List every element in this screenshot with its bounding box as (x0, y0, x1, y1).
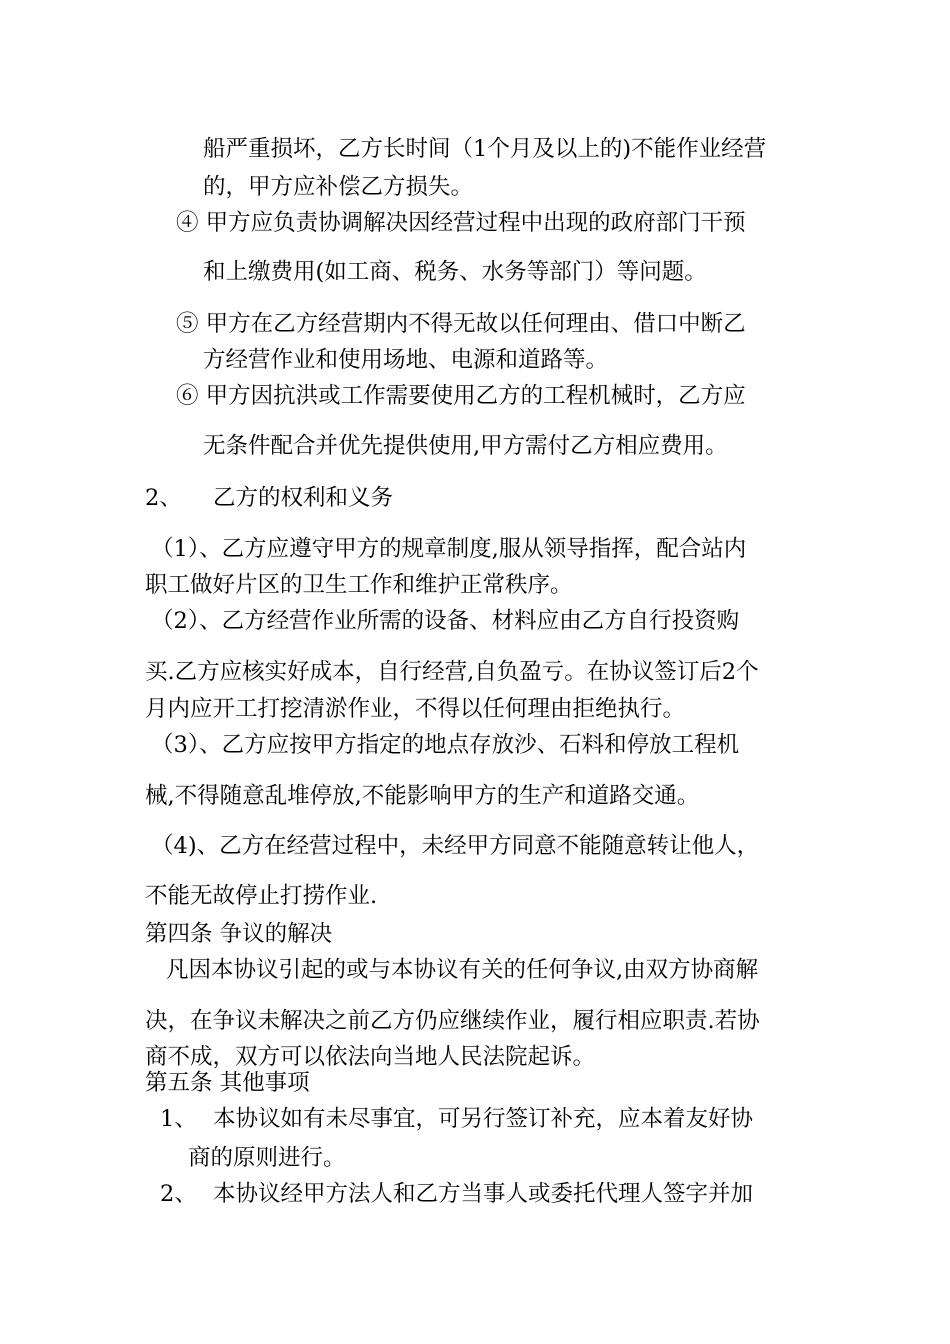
paragraph-line: 买.乙方应核实好成本，自行经营,自负盈亏。在协议签订后2个 (145, 659, 759, 685)
text-line: 方经营作业和使用场地、电源和道路等。 (203, 347, 609, 373)
paragraph-line: （1）、乙方应遵守甲方的规章制度,服从领导指挥，配合站内 (151, 536, 747, 562)
paragraph-line: 商不成，双方可以依法向当地人民法院起诉。 (145, 1044, 596, 1070)
paragraph-line: 不能无故停止打捞作业. (145, 883, 378, 909)
article-heading: 第五条 其他事项 (145, 1070, 310, 1096)
text-line: 的，甲方应补偿乙方损失。 (203, 174, 474, 200)
section-heading: 乙方的权利和义务 (213, 485, 394, 511)
list-number: 2、 (160, 1181, 197, 1207)
paragraph-line: 月内应开工打挖清淤作业，不得以任何理由拒绝执行。 (145, 696, 686, 722)
text-line: 商的原则进行。 (188, 1145, 346, 1171)
list-item-5: ⑤ 甲方在乙方经营期内不得无故以任何理由、借口中断乙 (176, 311, 746, 337)
article-heading: 第四条 争议的解决 (145, 921, 333, 947)
text-line: 和上缴费用(如工商、税务、水务等部门）等问题。 (203, 259, 707, 285)
paragraph-line: （2）、乙方经营作业所需的设备、材料应由乙方自行投资购 (151, 608, 740, 634)
paragraph-line: （4)、乙方在经营过程中，未经甲方同意不能随意转让他人， (151, 833, 760, 859)
text-line: 无条件配合并优先提供使用,甲方需付乙方相应费用。 (203, 433, 728, 459)
text-line: 船严重损坏，乙方长时间（1个月及以上的)不能作业经营 (203, 136, 767, 162)
section-number: 2、 (145, 485, 182, 511)
paragraph-line: 决，在争议未解决之前乙方仍应继续作业，履行相应职责.若协 (145, 1008, 760, 1034)
paragraph-line: 械,不得随意乱堆停放,不能影响甲方的生产和道路交通。 (145, 783, 700, 809)
list-item-text: 本协议经甲方法人和乙方当事人或委托代理人签字并加 (213, 1181, 754, 1207)
paragraph-line: （3）、乙方应按甲方指定的地点存放沙、石料和停放工程机 (151, 732, 740, 758)
list-number: 1、 (160, 1106, 197, 1132)
paragraph-line: 职工做好片区的卫生工作和维护正常秩序。 (145, 572, 573, 598)
paragraph-line: 凡因本协议引起的或与本协议有关的任何争议,由双方协商解 (166, 957, 759, 983)
list-item-text: 本协议如有未尽事宜，可另行签订补充，应本着友好协 (213, 1106, 754, 1132)
list-item-6: ⑥ 甲方因抗洪或工作需要使用乙方的工程机械时，乙方应 (176, 383, 746, 409)
list-item-4: ④ 甲方应负责协调解决因经营过程中出现的政府部门干预 (176, 210, 746, 236)
